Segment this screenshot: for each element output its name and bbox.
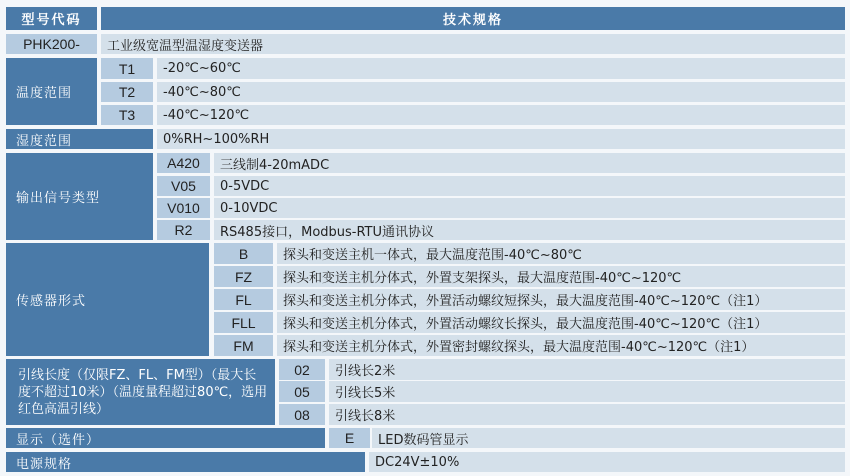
temp-code: T3 [101,105,153,125]
display-value: LED数码管显示 [372,428,845,448]
temp-code: T2 [101,82,153,102]
power-label: 电源规格 [6,452,365,472]
base-desc: 工业级宽温型温湿度变送器 [101,34,845,54]
sensor-value: 探头和变送主机分体式，外置活动螺纹短探头，最大温度范围-40℃~120℃（注1） [277,289,845,310]
output-code: A420 [157,153,210,173]
sensor-code: B [214,243,273,264]
lead-code: 08 [279,404,325,425]
output-value: 0-5VDC [214,176,845,196]
output-code: V05 [157,176,210,196]
temp-value: -40℃~80℃ [157,82,845,102]
lead-value: 引线长5米 [329,381,845,402]
humidity-label: 湿度范围 [6,129,153,149]
lead-value: 引线长2米 [329,359,845,380]
output-label: 输出信号类型 [6,153,153,240]
lead-code: 05 [279,381,325,402]
display-code: E [329,428,370,448]
power-value: DC24V±10% [369,452,845,472]
output-value: RS485接口，Modbus-RTU通讯协议 [214,220,845,240]
output-code: R2 [157,220,210,240]
lead-code: 02 [279,359,325,380]
output-value: 0-10VDC [214,198,845,218]
lead-value: 引线长8米 [329,404,845,425]
sensor-code: FZ [214,266,273,287]
humidity-value: 0%RH~100%RH [157,129,845,149]
sensor-code: FL [214,289,273,310]
sensor-value: 探头和变送主机分体式，外置活动螺纹长探头，最大温度范围-40℃~120℃（注1） [277,312,845,333]
output-value: 三线制4-20mADC [214,153,845,173]
temp-value: -40℃~120℃ [157,105,845,125]
sensor-code: FLL [214,312,273,333]
sensor-value: 探头和变送主机分体式，外置密封螺纹探头，最大温度范围-40℃~120℃（注1） [277,335,845,356]
display-label: 显示（选件） [6,428,325,448]
temperature-label: 温度范围 [6,58,97,125]
sensor-code: FM [214,335,273,356]
temp-value: -20℃~60℃ [157,58,845,79]
output-code: V010 [157,198,210,218]
sensor-label: 传感器形式 [6,243,209,356]
header-model-code: 型号代码 [6,7,97,30]
sensor-value: 探头和变送主机一体式，最大温度范围-40℃~80℃ [277,243,845,264]
sensor-value: 探头和变送主机分体式，外置支架探头，最大温度范围-40℃~120℃ [277,266,845,287]
base-code: PHK200- [6,34,97,54]
lead-label: 引线长度（仅限FZ、FL、FM型）（最大长度不超过10米）（温度量程超过80℃，选用红色高温引线） [6,359,275,425]
temp-code: T1 [101,58,153,79]
header-spec: 技术规格 [101,7,845,30]
